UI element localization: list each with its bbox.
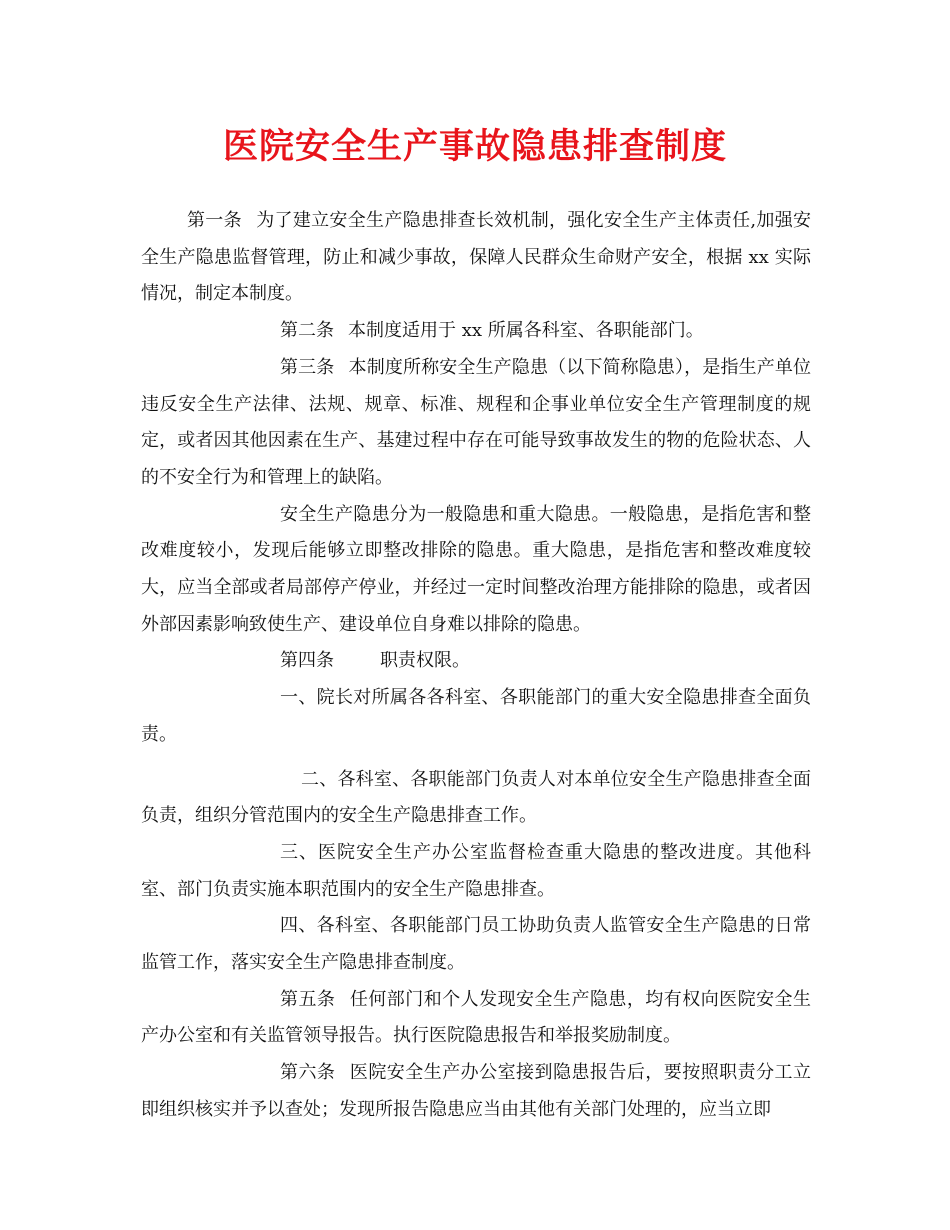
- paragraph-text: 一、院长对所属各各科室、各职能部门的重大安全隐患排查全面负责。: [141, 687, 811, 745]
- article-label: 第四条: [280, 650, 334, 672]
- duty-item-1: [141, 680, 811, 753]
- article-1: [141, 203, 811, 313]
- article-label: 第六条: [280, 1062, 336, 1084]
- document-body: [141, 203, 811, 1129]
- duty-item-2: [141, 762, 811, 835]
- duty-item-4: [141, 908, 811, 981]
- article-label: 第三条: [280, 356, 335, 378]
- article-4: [141, 643, 811, 680]
- document-title: 医院安全生产事故隐患排查制度: [222, 126, 727, 167]
- paragraph-text: 四、各科室、各职能部门员工协助负责人监管安全生产隐患的日常监管工作，落实安全生产隐患排查制度。: [141, 915, 811, 974]
- article-6: [141, 1055, 811, 1128]
- article-3: [141, 350, 811, 497]
- paragraph-text: 安全生产隐患分为一般隐患和重大隐患。一般隐患，是指危害和整改难度较小，发现后能够立即整改排除的隐患。重大隐患，是指危害和整改难度较大，应当全部或者局部停产停业，并经过一定时间整改治理方能排除的隐患，或者因外部因素影响致使生产、建设单位自身难以排除的隐患。: [141, 503, 811, 635]
- article-text: 任何部门和个人发现安全生产隐患，均有权向医院安全生产办公室和有关监管领导报告。执行医院隐患报告和举报奖励制度。: [141, 988, 812, 1047]
- article-label: 第二条: [280, 320, 334, 342]
- article-text: 本制度适用于 xx 所属各科室、各职能部门。: [348, 320, 704, 342]
- paragraph-text: 三、医院安全生产办公室监督检查重大隐患的整改进度。其他科室、部门负责实施本职范围内的安全生产隐患排查。: [141, 841, 811, 900]
- duty-item-3: [141, 835, 811, 908]
- article-2: [141, 313, 811, 350]
- article-3-hazard-types: [141, 497, 811, 644]
- article-text: 医院安全生产办公室接到隐患报告后，要按照职责分工立即组织核实并予以查处；发现所报告隐患应当由其他有关部门处理的，应当立即: [141, 1062, 812, 1120]
- article-text: 为了建立安全生产隐患排查长效机制，强化安全生产主体责任,加强安全生产隐患监督管理，防止和减少事故，保障人民群众生命财产安全，根据 xx 实际情况，制定本制度。: [141, 210, 812, 305]
- article-5: [141, 982, 811, 1055]
- article-label: 第五条: [280, 988, 336, 1010]
- article-text: 职责权限。: [380, 650, 470, 672]
- article-text: 本制度所称安全生产隐患（以下简称隐患），是指生产单位违反安全生产法律、法规、规章、标准、规程和企事业单位安全生产管理制度的规定，或者因其他因素在生产、基建过程中存在可能导致事故发生的物的危险状态、人的不安全行为和管理上的缺陷。: [141, 356, 812, 488]
- article-label: 第一条: [187, 210, 242, 231]
- paragraph-text: 二、各科室、各职能部门负责人对本单位安全生产隐患排查全面负责，组织分管范围内的安全生产隐患排查工作。: [141, 768, 811, 827]
